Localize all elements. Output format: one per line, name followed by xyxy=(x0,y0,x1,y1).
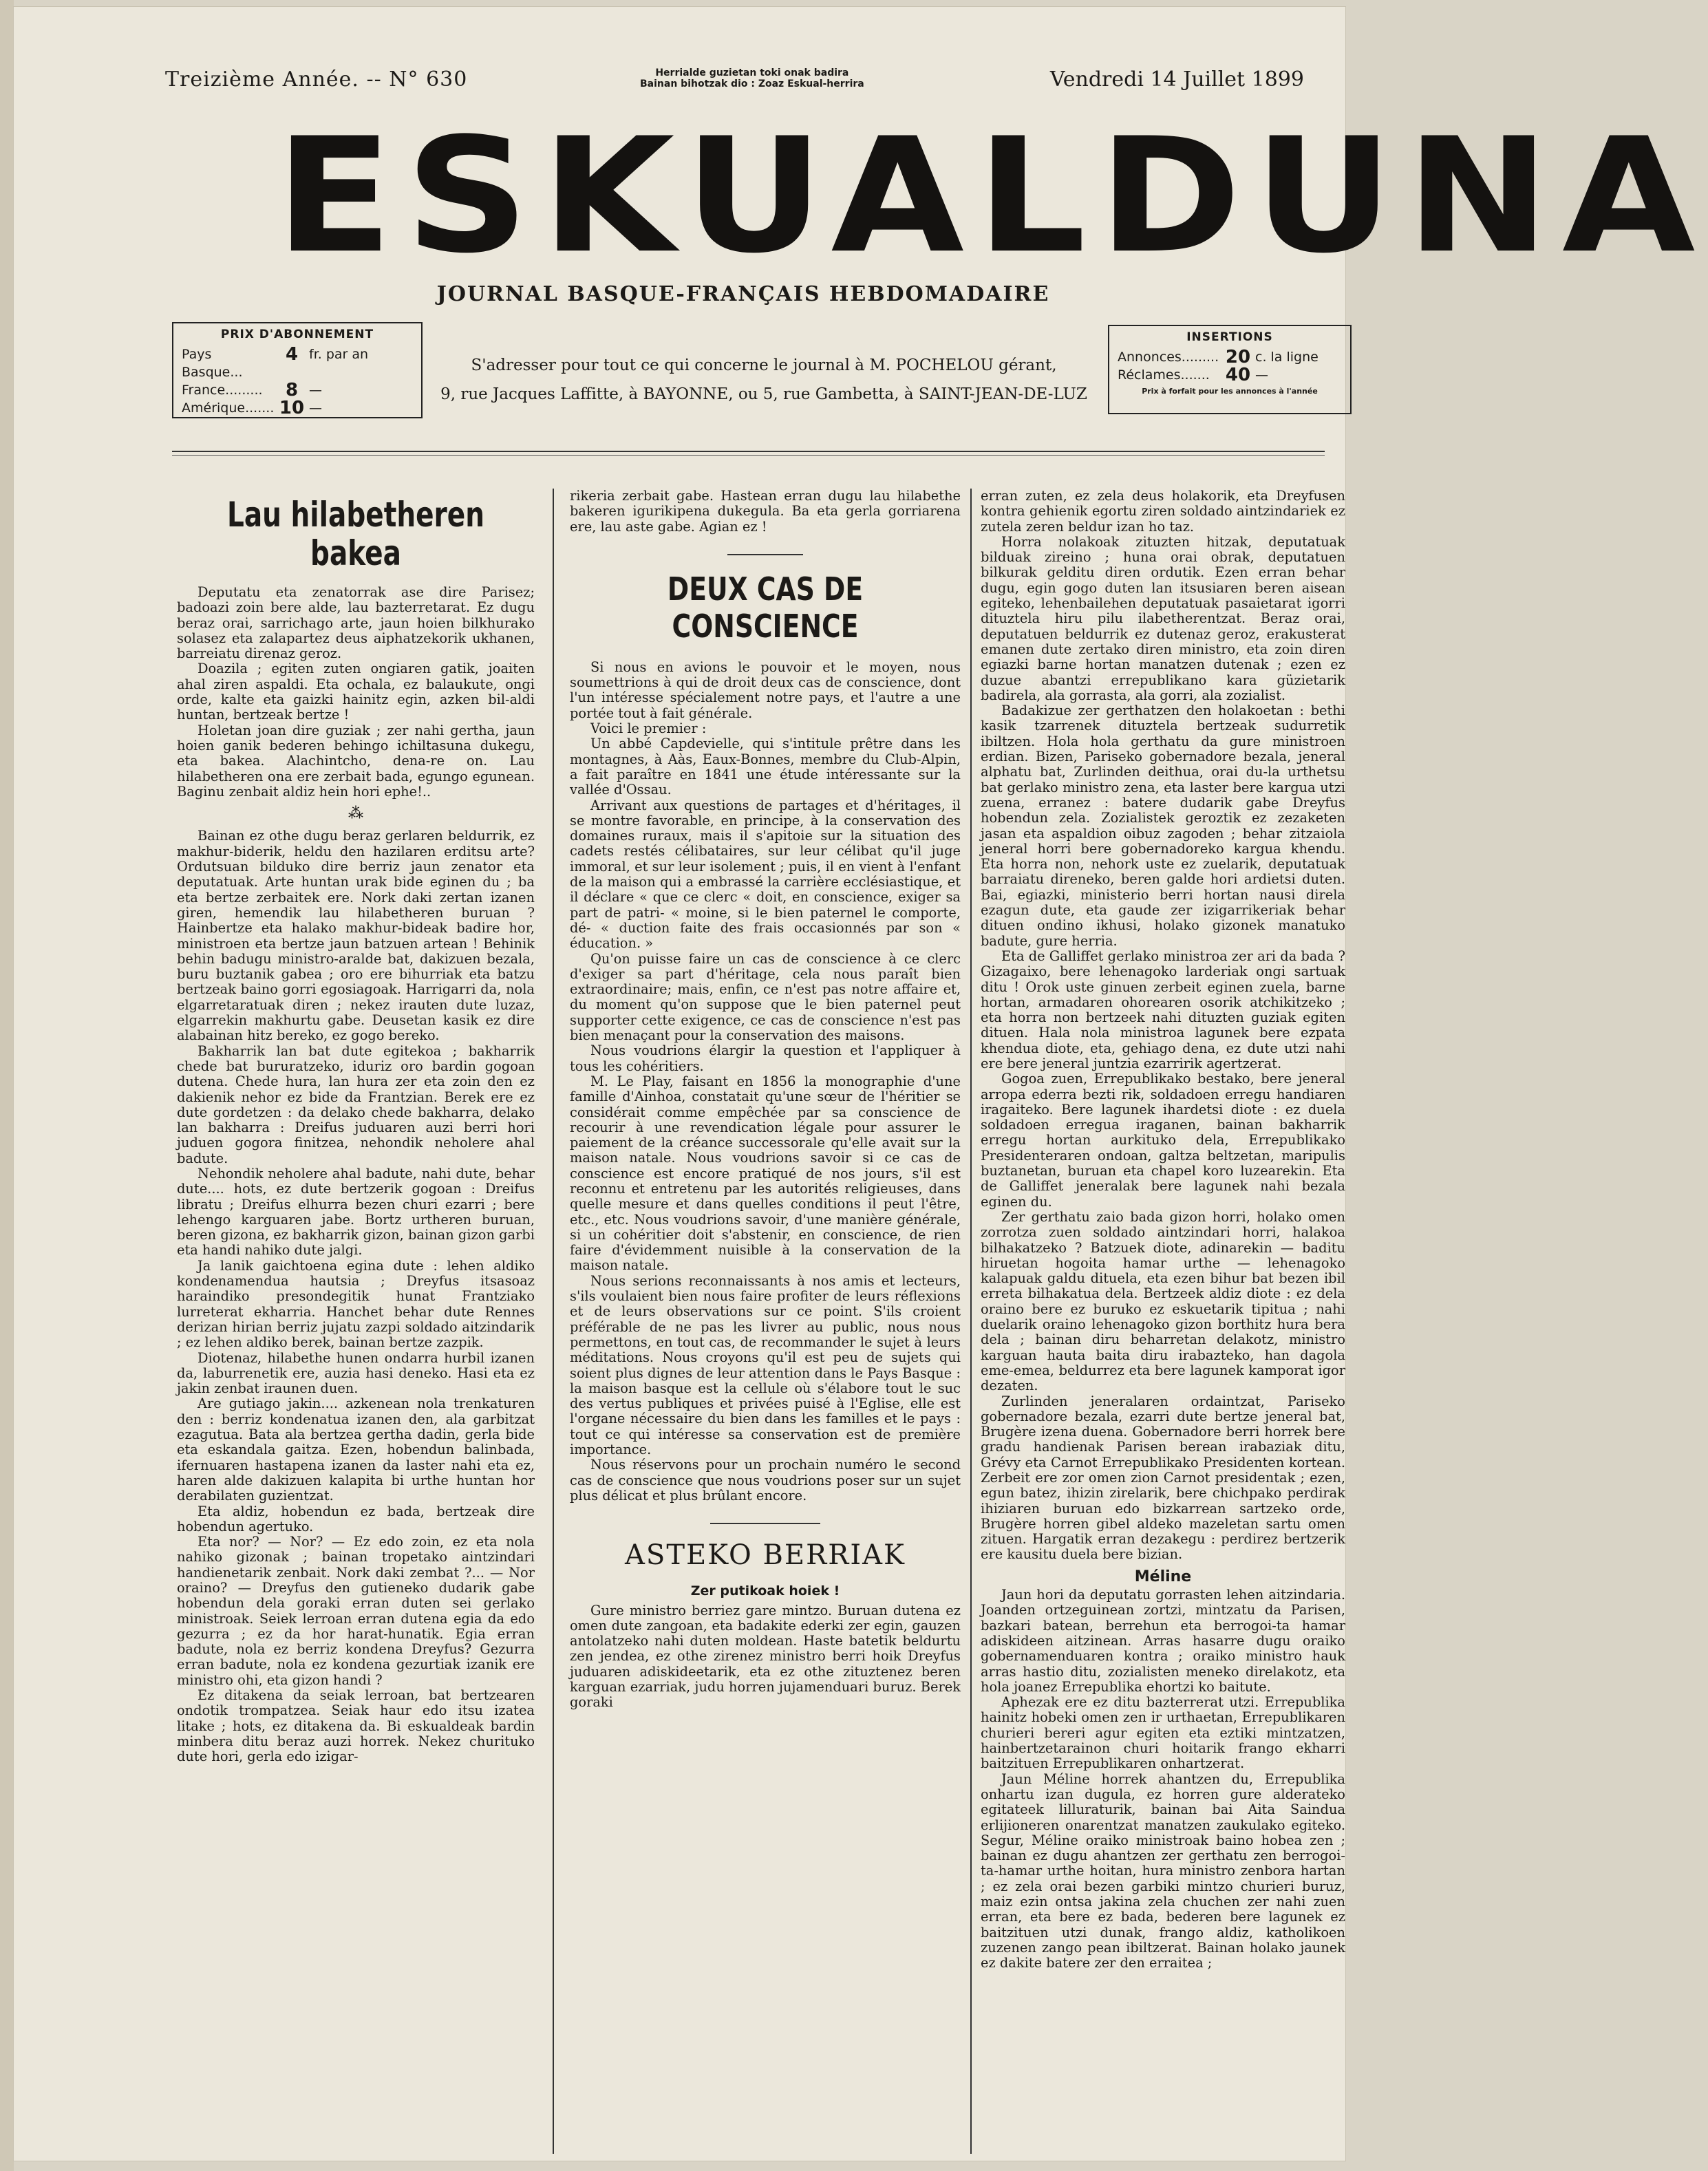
asterism-icon: ⁂ xyxy=(348,805,363,823)
insertions-label: Réclames....... xyxy=(1118,367,1210,383)
article-paragraph: Un abbé Capdevielle, qui s'intitule prêtre dans les montagnes, à Aàs, Eaux-Bonnes, membre du Club-Alpin, a fait paraître en 1841 une étude intéressante sur la vallée d'Ossau. xyxy=(570,736,961,798)
column-1 xyxy=(177,489,535,1765)
insertions-box xyxy=(1108,325,1352,414)
article-paragraph: Qu'on puisse faire un cas de conscience à ce clerc d'exiger sa part d'héritage, cela nous paraît bien extraordinaire; mais, enfin, ce n'est pas notre affaire et, du moment qu'on suppose que le bien paternel peut supporter cette exigence, ce cas de conscience n'est pas bien menaçant pour la conservation des maisons. xyxy=(570,950,961,1044)
subscription-unit: — xyxy=(309,383,322,398)
motto xyxy=(640,67,864,89)
subscription-unit: — xyxy=(309,400,322,416)
column-divider xyxy=(970,489,972,2154)
article-paragraph: Diotenaz, hilabethe hunen ondarra hurbil izanen da, laburrenetik ere, auzia hasi deneko. Hasi eta ez jakin zenbat iraunen duen. xyxy=(177,1349,535,1397)
article-title-lau-hilabetheren-bakea: Lau hilabetheren bakea xyxy=(226,495,485,573)
newspaper-page xyxy=(14,7,1708,2161)
article-paragraph: Nous réservons pour un prochain numéro le second cas de conscience que nous voudrions poser sur un sujet plus délicat et plus brûlant encore. xyxy=(570,1457,961,1504)
subscription-row xyxy=(173,381,421,399)
article-paragraph: Aphezak ere ez ditu bazterrerat utzi. Errepublika hainitz hobeki omen zen ir urthaetan, Errepublikaren churieri bereri agur egiten eta eztiki mintzatzen, hainbertzetarainon churi hoitarik frango ekharri baitzituen Errepublikaren onhartzerat. xyxy=(981,1694,1345,1772)
article-paragraph: Gogoa zuen, Errepublikako bestako, bere jeneral arropa ederra bezti rik, soldadoen erregu handiaren iragaiteko. Bere lagunek ihardetsi diote : ez duela soldadoen erregua iraganen, bainan bakharrik erregu hortan aurkituko dela, Errepublikako Presidenteraren ondoan, galtza beltzetan, maripulis buztanetan, buruan eta chapel koro luzearekin. Eta de Galliffet jeneralak bere lagunek nahi bezala eginen du. xyxy=(981,1071,1345,1210)
article-title-deux-cas-de-conscience: DEUX CAS DE CONSCIENCE xyxy=(667,570,864,645)
insertions-label: Annonces......... xyxy=(1118,350,1219,365)
article-paragraph: Zer gerthatu zaio bada gizon horri, holako omen zorrotza zuen soldado aintzindari horri, halakoa bilhakatzeko ? Batzuek diote, adinarekin — baditu hiruetan hogoita hamar urthe — lehenagoko kalapuak galdu dituela, eta ezen bihur bat bezen ibil erreta bilhakatua dela. Bertzeek aldiz diote : ez dela oraino bere ez buruko ez eskuetarik tipitua ; nahi duelarik oraino lehenagoko gizon borthitz hura bera dela ; bainan diru beharretan delakotz, ministro karguan hauta baita diru irabazteko, han dagola eme-emea, beldurrez eta bere lagunek kamporat igor dezaten. xyxy=(981,1208,1345,1394)
adjacent-page-edge xyxy=(0,0,14,2171)
article-paragraph: Jaun Méline horrek ahantzen du, Errepublika onhartu izan dugula, ez horren gure alderateko egitateek lilluraturik, bainan bai Aita Saindua erlijioneren onarentzat manatzen zaukulako egiteko. Segur, Méline oraiko ministroak baino hobea zen ; bainan ez dugu ahantzen zer gerthatu zen berrogoi-ta-hamar urthe hoitan, hura ministro zenbora hartan ; ez zela orai bezen garbiki mintzo churieri buruz, maiz ezin ontsa jakina zela chuchen zer nahi zuen erran, eta bere ez bada, bederen bere lagunek ez baitzituen utzi dunak, frango aldiz, katholikoen zuzenen zango pean ibiltzerat. Bainan holako jaunek ez dakite batere zer den erraitea ; xyxy=(981,1771,1345,1971)
column-3 xyxy=(981,489,1345,1971)
subscription-label: Pays Basque... xyxy=(182,347,243,380)
section-divider xyxy=(710,1523,820,1524)
subscription-price: 8 xyxy=(285,380,299,400)
header-top-line xyxy=(165,67,1304,95)
address-block xyxy=(440,351,1087,409)
column-2 xyxy=(570,489,961,1711)
insertions-price: 20 xyxy=(1225,347,1251,367)
article-subheading-meline: Méline xyxy=(1134,1568,1192,1585)
article-continuation: erran zuten, ez zela deus holakorik, eta Dreyfusen kontra gehienik egortu ziren soldado aintzindariek ez zutela zeren beldur izan ho taz. xyxy=(981,488,1345,535)
edition-number: Treizième Année. -- N° 630 xyxy=(165,67,468,92)
article-paragraph: Arrivant aux questions de partages et d'héritages, il se montre favorable, en principe, à la conservation des domaines ruraux, mais il s'apitoie sur la situation des cadets restés célibataires, sur leur célibat qu'il juge immoral, et sur leur isolement ; puis, il en vient à l'enfant de la maison qui a embrassé la carrière ecclésiastique, et il déclare « que ce clerc « doit, en conscience, exiger sa part de patri- « moine, si le bien paternel le comporte, dé- « duction faite des frais occasionnés par son « éducation. » xyxy=(570,797,961,952)
article-paragraph: Si nous en avions le pouvoir et le moyen, nous soumettrions à qui de droit deux cas de conscience, dont l'un intéresse spécialement notre pays, et l'autre a une portée tout à fait générale. xyxy=(570,659,961,721)
subscription-price: 10 xyxy=(279,398,305,418)
insertions-row xyxy=(1109,366,1350,384)
column-divider xyxy=(553,489,554,2154)
article-paragraph: Deputatu eta zenatorrak ase dire Parisez; badoazi zoin bere alde, lau bazterretarat. Ez dugu beraz orai, sarrichago arte, jaun hoien bilkhurako solasez eta zalapartez deus aiphatzekorik ukhanen, barreiatu direnaz geroz. xyxy=(177,584,535,662)
article-paragraph: Ja lanik gaichtoena egina dute : lehen aldiko kondenamendua hautsia ; Dreyfus itsasoaz haraindiko presondegitik hunat Frantziako lurreterat ekharria. Hanchet behar dute Rennes derizan hirian berriz jujatu zazpi soldado aitzindarik ; ez lehen aldiko berek, bainan bertze zazpik. xyxy=(177,1257,535,1351)
article-paragraph: M. Le Play, faisant en 1856 la monographie d'une famille d'Ainhoa, constatait qu'une sœur de l'héritier se considérait comme empêchée par sa conscience de recourir à une revendication légale pour assurer le paiement de la créance successorale qu'elle avait sur la maison natale. Nous voudrions savoir si ce cas de conscience est encore pratiqué de nos jours, s'il est reconnu et entretenu par les autorités religieuses, dans quelle mesure et dans quelles conditions il peut l'être, etc., etc. Nous voudrions savoir, d'une manière générale, si un cohéritier doit s'abstenir, en conscience, de rien faire d'évidemment nuisible à la conservation de la maison natale. xyxy=(570,1073,961,1274)
subscription-row xyxy=(173,345,421,381)
subscription-label: Amérique....... xyxy=(182,400,275,416)
motto-line-1: Herrialde guzietan toki onak badira xyxy=(655,67,849,78)
header-divider xyxy=(172,451,1325,452)
article-paragraph: Eta nor? — Nor? — Ez edo zoin, ez eta nola nahiko gizonak ; bainan tropetako aintzindari handienetarik zenbait. Nork daki zembat ?... — Nor oraino? — Dreyfus den gutieneko dudarik gabe hobendun dela goraki erran duten sei gerlako ministroak. Seiek lerroan erran dutena egia da edo gezurra ; ez da hor harat-hunatik. Egia erran badute, nola ez berriz kondena Dreyfus? Gezurra erran badute, nola ez kondena gezurtiak izanik ere ministro ohi, eta gizon handi ? xyxy=(177,1534,535,1688)
article-paragraph: Eta de Galliffet gerlako ministroa zer ari da bada ? Gizagaixo, bere lehenagoko larderiak ongi sartuak ditu ! Orok uste ginuen zerbeit eginen zuela, barne hortan, armadaren ohorearen osorik atchikitzeko ; eta horra non bertzeek nahi dituzten guziak egiten dituen. Hala nola ministroa lagunek bere ezpata khendua diote, eta, gehiago dena, ez dute utzi nahi ere bere jeneral juntzia ezarririk agertzerat. xyxy=(981,948,1345,1071)
insertions-heading: INSERTIONS xyxy=(1186,330,1273,344)
subscription-box xyxy=(172,322,423,418)
subscription-label: France......... xyxy=(182,383,263,398)
article-paragraph: Gure ministro berriez gare mintzo. Buruan dutena ez omen dute zangoan, eta badakite ederki zer egin, gauzen antolatzeko nahi duten moldean. Haste batetik beldurtu zen jendea, ez othe zirenez ministro berri hoik Dreyfus juduaren adiskideetarik, eta ez othe zituztenez beren karguan ezarriak, judu horren jujamenduari buruz. Berek goraki xyxy=(570,1602,961,1711)
article-paragraph: Bainan ez othe dugu beraz gerlaren beldurrik, ez makhur-biderik, heldu den hazilaren erditsu arte? Ordutsuan bilduko dire berriz jaun zenator eta deputatuak. Arte huntan urak bide eginen du ; ba eta bertze zerbaitek ere. Nork daki zertan izanen giren, hemendik lau hilabetheren buruan ? Hainbertze eta halako makhur-bideak badire hor, ministroen eta bertze jaun batzuen artean ! Behinik behin badugu ministro-aralde bat, dakizuen bezala, buru buztanik gabea ; oro ere bihurriak eta batzu bertzeak baino gorri egosiagoak. Harrigarri da, nola elgarretaratuak diren ; nekez irauten dute luzaz, elgarrekin makhurtu gabe. Deusetan kasik ez dire alabainan hitz bereko, ez gogo bereko. xyxy=(177,828,535,1044)
subscription-heading: PRIX D'ABONNEMENT xyxy=(220,328,374,341)
article-paragraph: Badakizue zer gerthatzen den holakoetan : bethi kasik tzarrenek dituztela bertzeak sudurretik ibiltzen. Hola hola gerthatu da gure ministroen erdian. Bizen, Pariseko gobernadore bezala, jeneral alphatu bat, Zurlinden deithua, orai du-la urthetsu bat gerlako ministro zena, eta laster bere kargua utzi zuena, erranez : batere dudarik gabe Dreyfus hobendun zela. Zozialistek geroztik ez zezaketen jasan eta aspaldion oibuz zagoden ; behar zitzaiola jeneral horri bere gobernadoreko kargua khendu. Eta horra non, nehork uste ez zuelarik, deputatuak barraiatu direneko, beren galde hori ardietsi duten. Bai, egiazki, ministerio berri hortan nausi direla ezagun dute, eta gaude zer izigarrikeriak behar dituen ondino ikhusi, holako gizonek manatuko badute, gure herria. xyxy=(981,703,1345,949)
masthead-subtitle: JOURNAL BASQUE-FRANÇAIS HEBDOMADAIRE xyxy=(436,282,1050,306)
header-divider-thin xyxy=(172,455,1325,456)
article-paragraph: Holetan joan dire guziak ; zer nahi gertha, jaun hoien ganik bederen behingo ichiltasuna dukegu, eta bakea. Alachintcho, dena-re on. Lau hilabetheren ona ere zerbait bada, egungo egunean. Baginu zenbait aldiz hein hori ephe!.. xyxy=(177,722,535,800)
insertions-row xyxy=(1109,348,1350,366)
insertions-unit: — xyxy=(1255,367,1268,383)
address-line-2: 9, rue Jacques Laffitte, à BAYONNE, ou 5, rue Gambetta, à SAINT-JEAN-DE-LUZ xyxy=(440,385,1087,403)
article-paragraph: Nous serions reconnaissants à nos amis et lecteurs, s'ils voulaient bien nous faire profiter de leurs réflexions et de leurs observations sur ce point. S'ils croient préférable de ne pas les livrer au public, nous nous permettons, en tout cas, de recommander le sujet à leurs méditations. Nous croyons qu'il est peu de sujets qui soient plus dignes de leur attention dans le Pays Basque : la maison basque est la cellule où s'élabore tout le suc des vertus publiques et privées puisé à l'Eglise, elle est l'organe nécessaire du bien dans les familles et le pays : tout ce qui intéresse sa conservation est de première importance. xyxy=(570,1272,961,1458)
article-subtitle: Zer putikoak hoiek ! xyxy=(690,1583,840,1599)
motto-line-2: Bainan bihotzak dio : Zoaz Eskual-herrira xyxy=(640,78,864,89)
article-paragraph: Are gutiago jakin.... azkenean nola trenkaturen den : berriz kondenatua izanen den, ala garbitzat ezagutua. Bata ala bertzea gertha dadin, gerla bide eta eskandala gaitza. Ezen, hobendun balinbada, ifernuaren hastapena izanen da laster nahi eta ez, haren alde dakizuen kalapita bi urthe huntan hor derabilaten guzientzat. xyxy=(177,1395,535,1504)
article-paragraph: Jaun hori da deputatu gorrasten lehen aitzindaria. Joanden ortzeguinean zortzi, mintzatu da Parisen, bazkari batean, berrehun eta berrogoi-ta hamar adiskideen aitzinean. Arras hasarre dugu oraiko gobernamenduaren kontra ; oraiko ministro hauk arras hastio ditu, zozialisten meneko direlakotz, eta hola joanez Errepublika ehortzi ko baitute. xyxy=(981,1587,1345,1695)
address-line-1: S'adresser pour tout ce qui concerne le journal à M. POCHELOU gérant, xyxy=(471,356,1057,374)
section-divider xyxy=(727,554,803,555)
article-paragraph: Voici le premier : xyxy=(590,720,707,737)
article-paragraph: Zurlinden jeneralaren ordaintzat, Pariseko gobernadore bezala, ezarri dute bertze jeneral bat, Brugère izena duena. Gobernadore berri horrek bere gradu handienak Parisen berean irabaziak ditu, Grévy eta Carnot Errepublikako Presidenten kortean. Zerbeit ere zor omen zion Carnot presidentak ; ezen, egun batez, ihizin zirelarik, bere chichpako perdirak ihiziaren buruan edo bizkarrean sartzeko orde, Brugère horren gibel aldeko mazeletan sartu omen zituen. Hargatik erran dezakegu : perdirez bertzerik ere kausitu duela bere bizian. xyxy=(981,1393,1345,1563)
insertions-note: Prix à forfait pour les annonces à l'année xyxy=(1142,387,1318,396)
article-paragraph: Eta aldiz, hobendun ez bada, bertzeak dire hobendun agertuko. xyxy=(177,1503,535,1534)
article-paragraph: Doazila ; egiten zuten ongiaren gatik, joaiten ahal ziren aspaldi. Eta ochala, ez balaukute, ongi orde, kalte eta gaizki hainitz egin, azken bil-aldi huntan, bertzeak bertze ! xyxy=(177,661,535,723)
section-title-asteko-berriak: ASTEKO BERRIAK xyxy=(625,1539,906,1572)
article-continuation: rikeria zerbait gabe. Hastean erran dugu lau hilabethe bakeren igurikipena dukegula. Ba eta gerla gorriarena ere, lau aste gabe. Agian ez ! xyxy=(570,488,961,535)
masthead-title: ESKUALDUNA xyxy=(275,103,1708,288)
subscription-unit: fr. par an xyxy=(309,347,369,362)
issue-date: Vendredi 14 Juillet 1899 xyxy=(1049,67,1304,92)
subscription-row xyxy=(173,399,421,417)
subscription-price: 4 xyxy=(285,344,299,365)
article-paragraph: Nous voudrions élargir la question et l'appliquer à tous les cohéritiers. xyxy=(570,1042,961,1074)
article-paragraph: Ez ditakena da seiak lerroan, bat bertzearen ondotik trompatzea. Seiak haur edo itsu izatea litake ; hots, ez ditakena da. Bi eskualdeak bardin minbera ditu beraz auzi horrek. Nekez churituko dute hori, gerla edo izigar- xyxy=(177,1687,535,1765)
article-paragraph: Bakharrik lan bat dute egitekoa ; bakharrik chede bat bururatzeko, iduriz oro bardin gogoan dutena. Chede hura, lan hura zer eta zoin den ez dakienik nehor ez bide da Frantzian. Berek ere ez dute gordetzen : da delako chede bakharra, delako lan bakharra : Dreifus juduaren auzi berri hori juduen gogora finitzea, nehondik neholere ahal badute. xyxy=(177,1042,535,1166)
article-paragraph: Horra nolakoak zituzten hitzak, deputatuak bilduak zireino ; huna orai obrak, deputatuen bilkurak gelditu diren ordutik. Ezen erran behar dugu, egin gogo duten lan itsusiaren beren aisean egiteko, lehenbailehen deputatuak pasaietarat igorri dituztela hiru pilu ilabetherentzat. Beraz orai, deputatuen beldurrik ez dutenaz geroz, erakusterat emanen dute zertako diren ministro, eta zoin diren egiazki barne hortan manatzen dutenak ; ezen ez duzue abantzi errepublikano kara güzietarik badirela, ala gorrasta, ala gorri, ala zozialist. xyxy=(981,533,1345,703)
article-paragraph: Nehondik neholere ahal badute, nahi dute, behar dute.... hots, ez dute bertzerik gogoan : Dreifus libratu ; Dreifus elhurra bezen churi ezarri ; bere lehengo karguaren jabe. Bortz urtheren buruan, beren gizona, ez bakharrik gizon, bainan gizon garbi eta handi nahiko dute jalgi. xyxy=(177,1165,535,1259)
insertions-unit: c. la ligne xyxy=(1255,350,1319,365)
insertions-price: 40 xyxy=(1225,365,1251,385)
